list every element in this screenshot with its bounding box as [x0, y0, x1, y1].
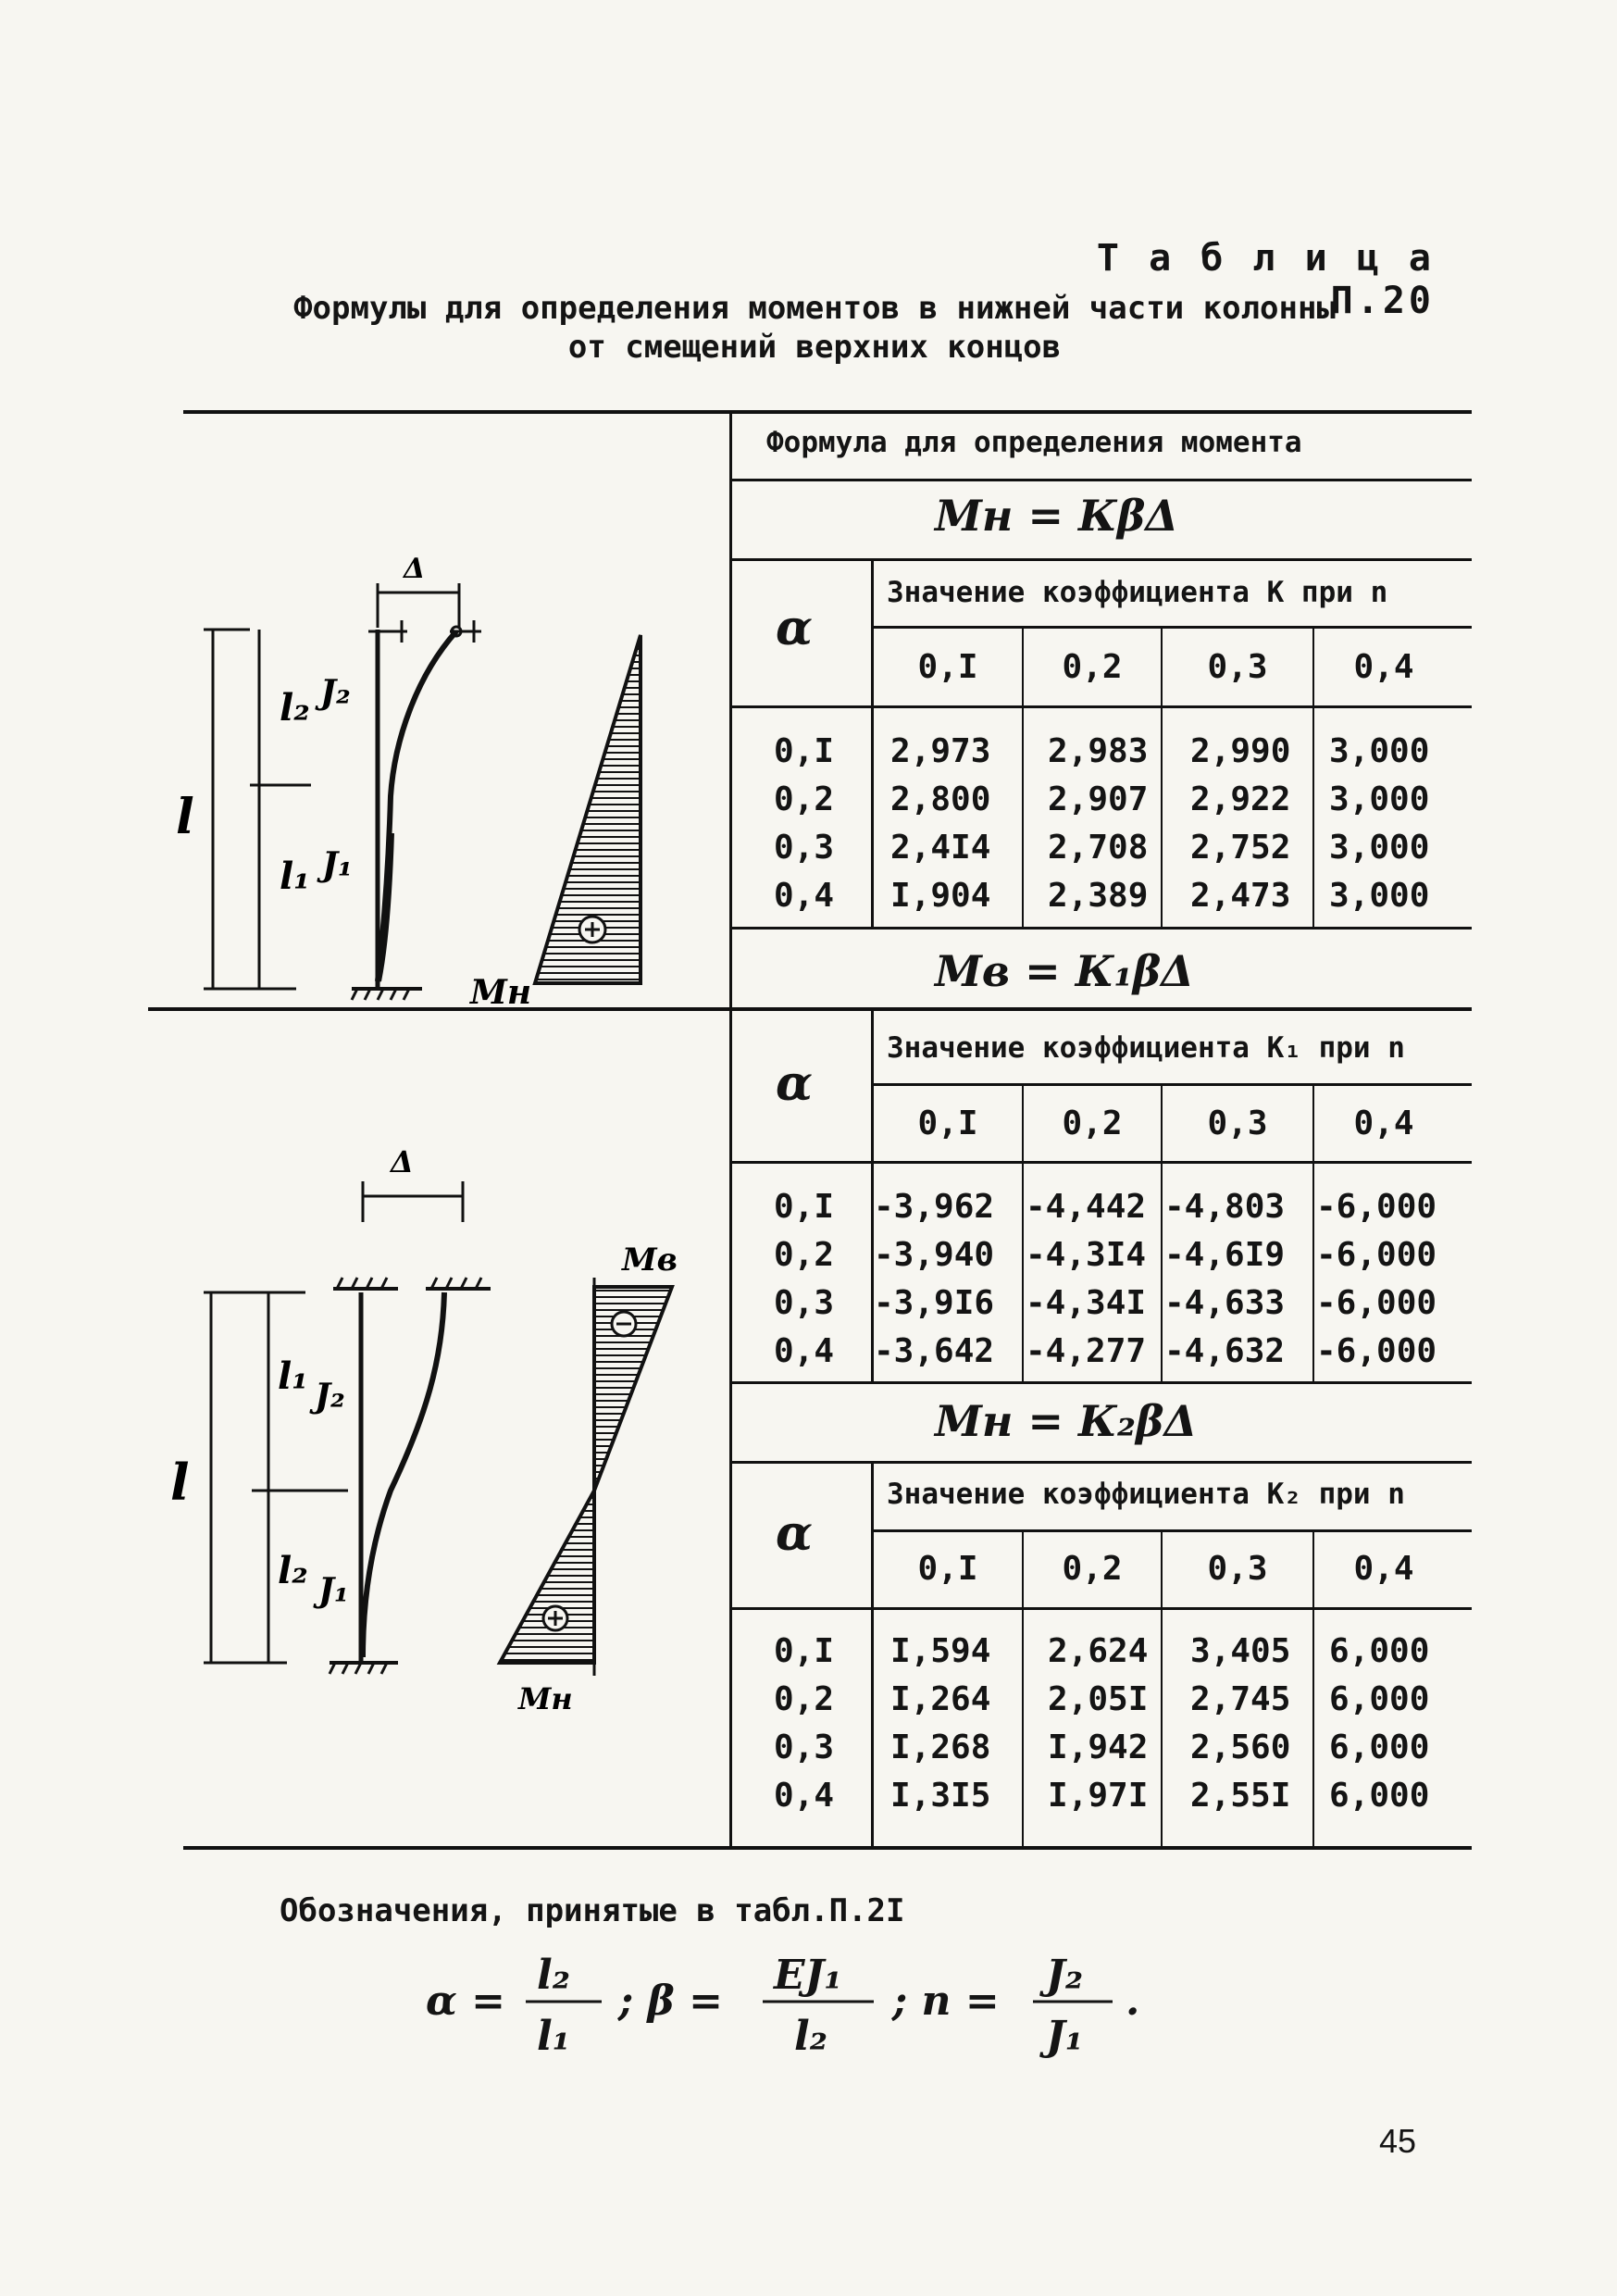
svg-text:; n =: ; n = — [892, 1978, 1000, 2025]
svg-text:.: . — [1126, 1978, 1140, 2025]
section2-n-value: 0,I — [917, 1104, 978, 1142]
figure-column-scheme-2 — [148, 1139, 731, 1722]
section1-coef-header: Значение коэффициента К при n — [887, 576, 1388, 609]
section1-column-4: 3,000 3,000 3,000 3,000 — [1329, 732, 1430, 915]
svg-text:l₂: l₂ — [794, 2013, 827, 2060]
section1-formula: Мн = КβΔ — [935, 491, 1179, 541]
section3-column-1: I,594 I,264 I,268 I,3I5 — [890, 1632, 991, 1815]
svg-text:l₂: l₂ — [278, 1549, 308, 1592]
section2-n-value: 0,3 — [1207, 1104, 1268, 1142]
section3-formula: Мн = К₂βΔ — [935, 1396, 1198, 1446]
section3-alpha-label: α — [776, 1505, 814, 1562]
svg-text:J₁: J₁ — [1046, 2013, 1084, 2060]
svg-text:J₂: J₂ — [315, 1377, 345, 1416]
section1-alpha-column: 0,I 0,2 0,3 0,4 — [774, 732, 835, 915]
section2-alpha-label: α — [776, 1055, 814, 1112]
section1-column-3: 2,990 2,922 2,752 2,473 — [1190, 732, 1291, 915]
svg-text:J₁: J₁ — [322, 845, 353, 884]
section2-column-3: -4,803 -4,6I9 -4,633 -4,632 — [1164, 1188, 1286, 1370]
section3-column-4: 6,000 6,000 6,000 6,000 — [1329, 1632, 1430, 1815]
legend-title: Обозначения, принятые в табл.П.2I — [280, 1892, 905, 1929]
svg-text:l: l — [176, 789, 194, 845]
caption-line-2: от смещений верхних концов — [567, 329, 1062, 366]
section1-n-value: 0,3 — [1207, 648, 1268, 686]
table-caption — [231, 289, 1398, 367]
svg-text:; β =: ; β = — [618, 1978, 723, 2025]
section2-coef-header: Значение коэффициента К₁ при n — [887, 1031, 1405, 1065]
section2-column-2: -4,442 -4,3I4 -4,34I -4,277 — [1026, 1188, 1147, 1370]
svg-text:J₂: J₂ — [320, 673, 351, 712]
formula-column-header: Формула для определения момента — [766, 426, 1302, 459]
section3-n-value: 0,2 — [1062, 1550, 1123, 1588]
section3-coef-header: Значение коэффициента К₂ при n — [887, 1478, 1405, 1511]
svg-text:l₂: l₂ — [280, 686, 310, 730]
svg-text:J₂: J₂ — [1046, 1952, 1084, 1999]
section3-n-value: 0,3 — [1207, 1550, 1268, 1588]
section2-n-value: 0,4 — [1353, 1104, 1414, 1142]
section3-column-3: 3,405 2,745 2,560 2,55I — [1190, 1632, 1291, 1815]
figure-column-scheme-1 — [148, 555, 731, 1007]
section1-alpha-label: α — [776, 600, 814, 656]
svg-text:Мв: Мв — [622, 1242, 678, 1279]
section1-column-2: 2,983 2,907 2,708 2,389 — [1048, 732, 1149, 915]
svg-text:Мн: Мн — [518, 1681, 573, 1716]
section1-n-value: 0,2 — [1062, 648, 1123, 686]
svg-text:J₁: J₁ — [318, 1571, 349, 1610]
section1-n-value: 0,I — [917, 648, 978, 686]
svg-text:l₂: l₂ — [537, 1952, 570, 1999]
svg-text:l: l — [170, 1453, 190, 1512]
section2-n-value: 0,2 — [1062, 1104, 1123, 1142]
svg-text:Мн: Мн — [470, 973, 532, 1007]
section2-column-1: -3,962 -3,940 -3,9I6 -3,642 — [874, 1188, 995, 1370]
svg-text:l₁: l₁ — [537, 2013, 570, 2060]
notation-formulas — [407, 1942, 1240, 2063]
section2-formula: Мв = К₁βΔ — [935, 946, 1194, 996]
svg-text:Δ: Δ — [404, 555, 426, 585]
section3-n-value: 0,4 — [1353, 1550, 1414, 1588]
section1-n-value: 0,4 — [1353, 648, 1414, 686]
svg-text:l₁: l₁ — [280, 855, 310, 898]
svg-text:Δ: Δ — [391, 1144, 414, 1179]
table-label: Т а б л и ц а П.20 — [1096, 237, 1435, 322]
svg-text:l₁: l₁ — [278, 1354, 308, 1398]
page-number: 45 — [1379, 2122, 1417, 2160]
section3-n-value: 0,I — [917, 1550, 978, 1588]
section3-column-2: 2,624 2,05I I,942 I,97I — [1048, 1632, 1149, 1815]
section2-column-4: -6,000 -6,000 -6,000 -6,000 — [1316, 1188, 1437, 1370]
svg-text:α =: α = — [426, 1978, 506, 2025]
section2-alpha-column: 0,I 0,2 0,3 0,4 — [774, 1188, 835, 1370]
section3-alpha-column: 0,I 0,2 0,3 0,4 — [774, 1632, 835, 1815]
svg-text:EJ₁: EJ₁ — [774, 1952, 842, 1999]
section1-column-1: 2,973 2,800 2,4I4 I,904 — [890, 732, 991, 915]
caption-line-1: Формулы для определения моментов в нижней части колонны — [293, 290, 1336, 327]
